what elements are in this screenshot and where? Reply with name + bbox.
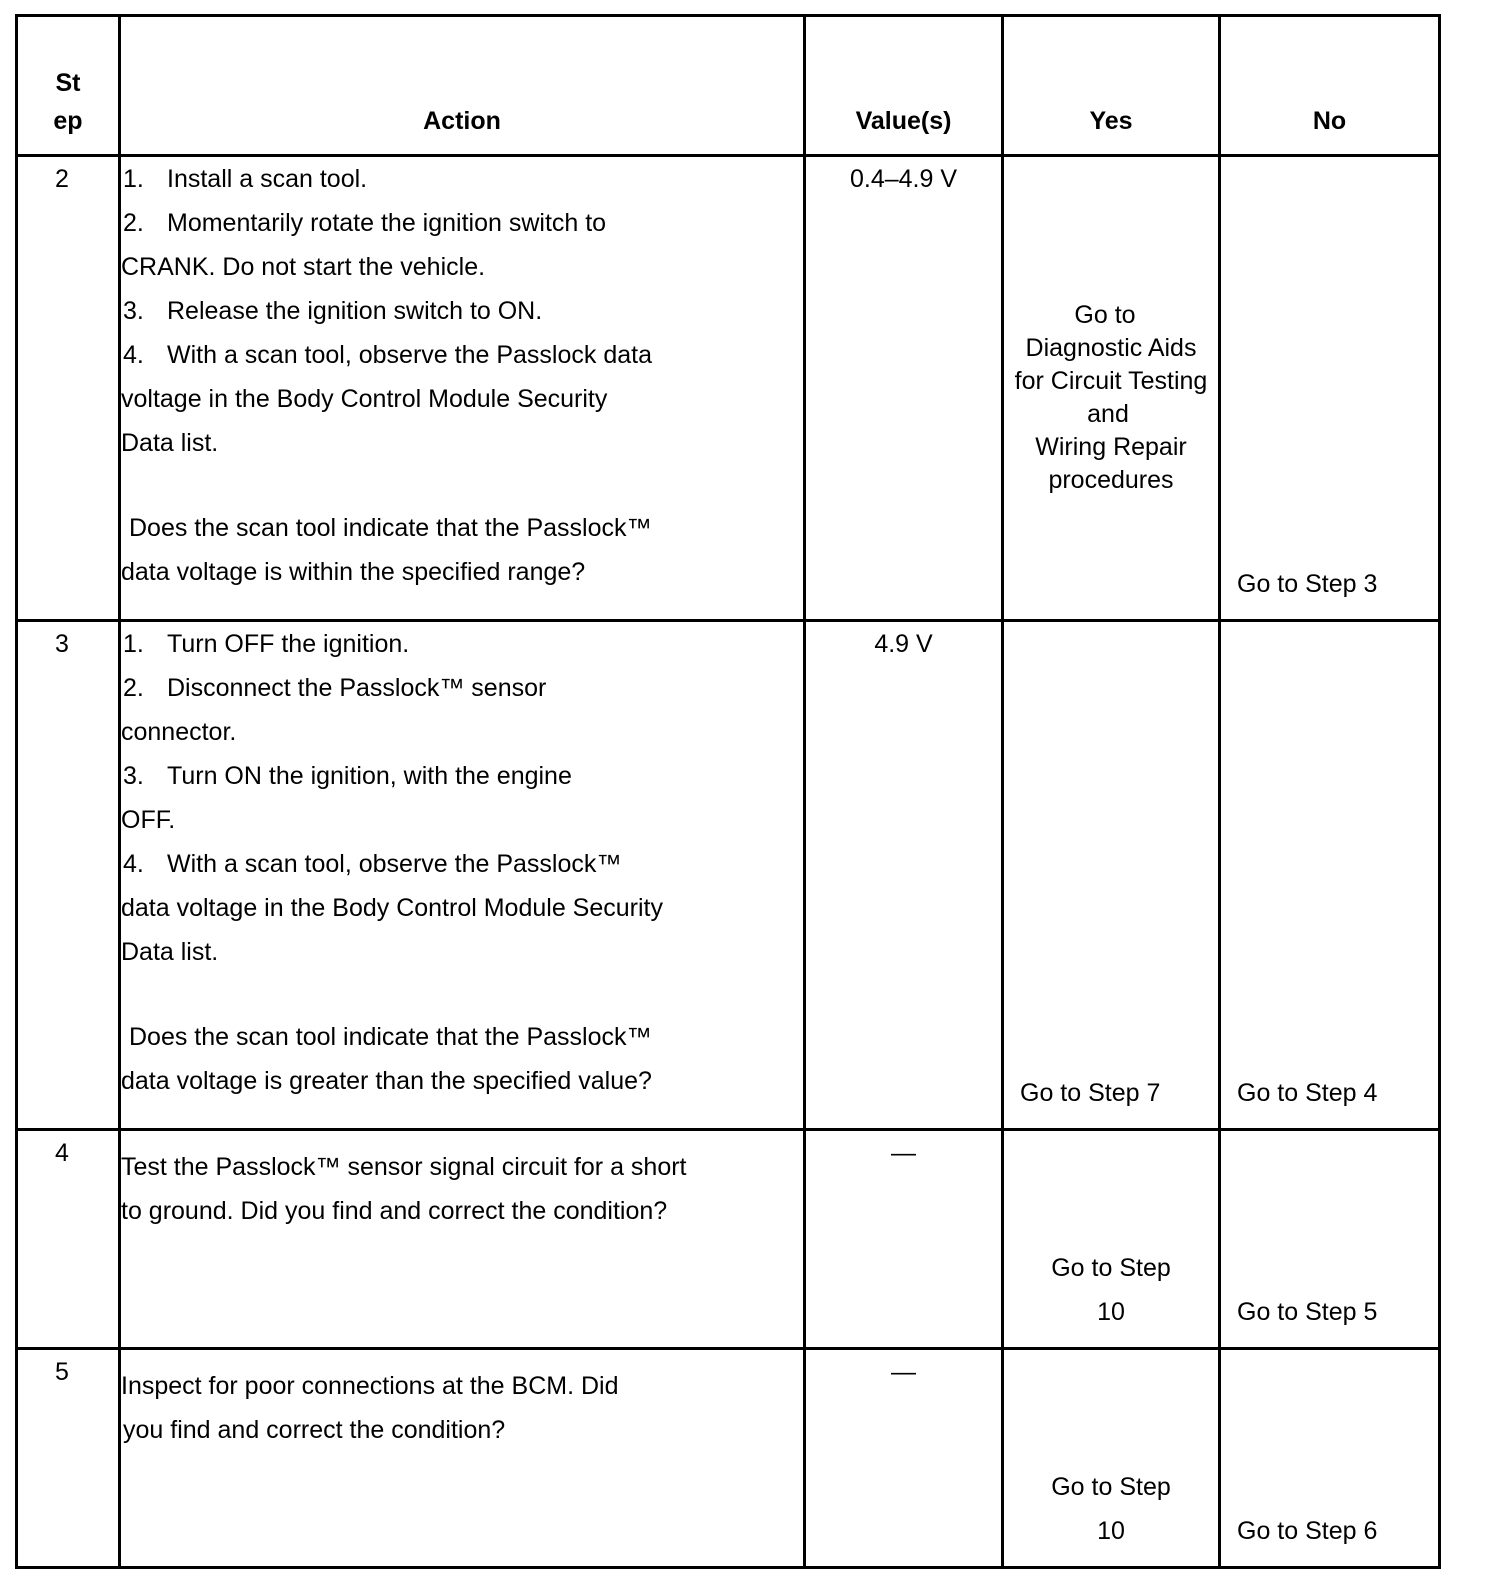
action-line: you find and correct the condition? xyxy=(123,1416,506,1444)
step-number: 2 xyxy=(17,156,120,621)
value-cell: — xyxy=(805,1130,1003,1349)
step-number: 4 xyxy=(17,1130,120,1349)
action-item: 2. Disconnect the Passlock™ sensor xyxy=(123,674,547,702)
no-goto: Go to Step 6 xyxy=(1237,1517,1378,1545)
step-number: 3 xyxy=(17,621,120,1130)
no-cell xyxy=(1220,1130,1440,1349)
action-line: Data list. xyxy=(121,429,219,457)
action-line: data voltage in the Body Control Module Security xyxy=(121,894,663,922)
action-item: 1. Turn OFF the ignition. xyxy=(123,630,410,658)
action-line: CRANK. Do not start the vehicle. xyxy=(121,253,486,281)
header-row xyxy=(17,16,1440,156)
no-goto: Go to Step 4 xyxy=(1237,1079,1378,1107)
no-goto: Go to Step 3 xyxy=(1237,570,1378,598)
yes-line: for Circuit Testing xyxy=(1014,367,1208,395)
no-cell xyxy=(1220,156,1440,621)
action-line: Inspect for poor connections at the BCM. Did xyxy=(121,1372,619,1400)
yes-line: Diagnostic Aids xyxy=(1025,334,1197,362)
no-cell xyxy=(1220,621,1440,1130)
header-action: Action xyxy=(120,16,805,156)
action-line: OFF. xyxy=(121,806,176,834)
yes-cell xyxy=(1003,621,1220,1130)
action-question: Does the scan tool indicate that the Passlock™ xyxy=(129,1023,652,1051)
action-question: data voltage is within the specified range? xyxy=(121,558,586,586)
diagnostic-table xyxy=(15,14,1441,1569)
table-row xyxy=(17,1130,1440,1349)
step-number: 5 xyxy=(17,1349,120,1568)
no-cell xyxy=(1220,1349,1440,1568)
action-line: voltage in the Body Control Module Security xyxy=(121,385,608,413)
action-question: Does the scan tool indicate that the Passlock™ xyxy=(129,514,652,542)
yes-cell xyxy=(1003,1349,1220,1568)
action-line: connector. xyxy=(121,718,237,746)
yes-line: procedures xyxy=(1048,466,1174,494)
action-item: 4. With a scan tool, observe the Passlock™ xyxy=(123,850,622,878)
action-cell xyxy=(120,156,805,621)
header-values: Value(s) xyxy=(805,16,1003,156)
yes-goto: Go to Step 10 xyxy=(1051,1473,1171,1545)
yes-goto: Go to Step 7 xyxy=(1020,1079,1161,1107)
value-cell: — xyxy=(805,1349,1003,1568)
action-line: to ground. Did you find and correct the condition? xyxy=(121,1197,668,1225)
table-row xyxy=(17,156,1440,621)
yes-goto: Go to Step 10 xyxy=(1051,1254,1171,1326)
header-no: No xyxy=(1220,16,1440,156)
yes-cell xyxy=(1003,1130,1220,1349)
yes-line: Wiring Repair xyxy=(1035,433,1187,461)
table-row xyxy=(17,1349,1440,1568)
action-cell xyxy=(120,621,805,1130)
table-row xyxy=(17,621,1440,1130)
yes-line: and xyxy=(1087,400,1129,428)
action-line: Data list. xyxy=(121,938,219,966)
value-cell: 0.4–4.9 V xyxy=(805,156,1003,621)
action-item: 4. With a scan tool, observe the Passlock data xyxy=(123,341,652,369)
action-cell xyxy=(120,1349,805,1568)
header-yes: Yes xyxy=(1003,16,1220,156)
action-line: Test the Passlock™ sensor signal circuit for a short xyxy=(121,1153,687,1181)
yes-cell xyxy=(1003,156,1220,621)
action-cell xyxy=(120,1130,805,1349)
action-question: data voltage is greater than the specified value? xyxy=(121,1067,652,1095)
yes-line: Go to xyxy=(1074,301,1136,329)
header-step: St ep xyxy=(17,16,120,156)
no-goto: Go to Step 5 xyxy=(1237,1298,1378,1326)
action-item: 2. Momentarily rotate the ignition switch to xyxy=(123,209,607,237)
action-item: 3. Release the ignition switch to ON. xyxy=(123,297,543,325)
action-item: 3. Turn ON the ignition, with the engine xyxy=(123,762,572,790)
action-item: 1. Install a scan tool. xyxy=(123,165,368,193)
value-cell: 4.9 V xyxy=(805,621,1003,1130)
